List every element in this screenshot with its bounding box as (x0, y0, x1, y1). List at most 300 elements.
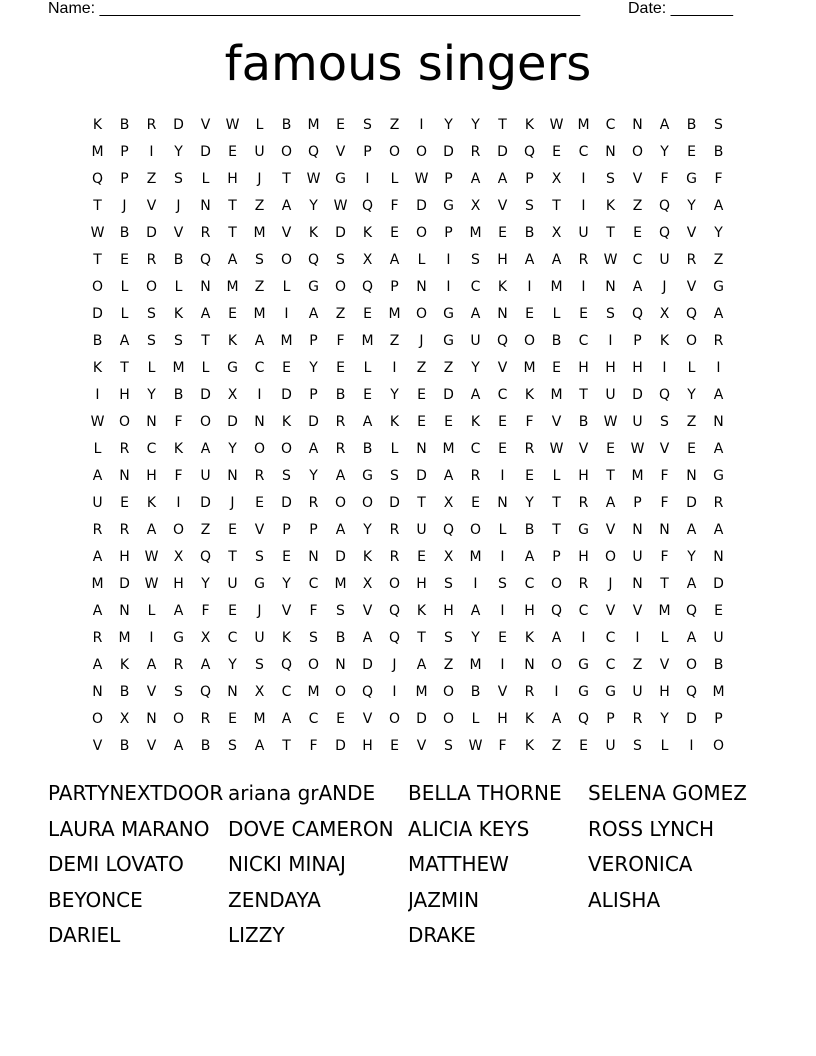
grid-letter: X (443, 548, 454, 565)
grid-letter: O (334, 494, 347, 511)
grid-letter: K (524, 710, 535, 727)
grid-letter: G (173, 629, 184, 646)
grid-letter: F (660, 170, 669, 187)
grid-letter: M (523, 359, 536, 376)
grid-letter: G (362, 467, 373, 484)
grid-letter: O (172, 521, 185, 538)
grid-letter: M (91, 143, 104, 160)
grid-letter: Y (363, 521, 372, 538)
grid-letter: B (281, 116, 292, 133)
grid-letter: L (201, 359, 210, 376)
grid-letter: A (335, 521, 346, 538)
grid-letter: A (92, 602, 103, 619)
grid-letter: S (309, 629, 318, 646)
grid-letter: T (228, 548, 237, 565)
grid-letter: Q (658, 224, 671, 241)
grid-letter: N (200, 197, 211, 214)
grid-letter: A (173, 602, 184, 619)
grid-letter: X (119, 710, 130, 727)
grid-letter: A (551, 251, 562, 268)
grid-letter: E (525, 305, 534, 322)
grid-letter: E (228, 602, 237, 619)
grid-letter: R (713, 332, 724, 349)
grid-letter: O (388, 575, 401, 592)
grid-letter: Y (687, 386, 696, 403)
grid-letter: O (442, 710, 455, 727)
grid-letter: E (552, 143, 561, 160)
grid-letter: N (686, 467, 697, 484)
grid-letter: R (92, 629, 103, 646)
grid-letter: I (500, 467, 505, 484)
grid-letter: Q (388, 602, 401, 619)
grid-letter: J (122, 197, 127, 214)
grid-letter: D (335, 548, 346, 565)
grid-letter: S (255, 251, 264, 268)
grid-letter: W (468, 737, 483, 754)
grid-letter: K (119, 656, 130, 673)
grid-letter: Z (443, 656, 454, 673)
grid-letter: O (280, 440, 293, 457)
grid-letter: Q (361, 683, 374, 700)
grid-letter: R (389, 548, 400, 565)
grid-letter: D (200, 143, 211, 160)
grid-letter: H (497, 710, 508, 727)
grid-letter: C (308, 710, 319, 727)
grid-letter: X (362, 575, 373, 592)
grid-letter: O (550, 575, 563, 592)
grid-letter: M (469, 224, 482, 241)
grid-letter: R (146, 116, 157, 133)
grid-letter: L (120, 278, 129, 295)
grid-letter: I (257, 386, 262, 403)
grid-letter: L (120, 305, 129, 322)
grid-letter: B (119, 737, 130, 754)
grid-letter: M (307, 683, 320, 700)
grid-letter: Q (658, 386, 671, 403)
grid-letter: I (527, 278, 532, 295)
grid-letter: F (336, 332, 345, 349)
grid-letter: W (144, 575, 159, 592)
grid-letter: B (470, 683, 481, 700)
grid-letter: Y (390, 386, 399, 403)
grid-letter: R (578, 494, 589, 511)
grid-letter: E (417, 413, 426, 430)
grid-letter: Z (713, 251, 724, 268)
grid-letter: D (227, 413, 238, 430)
grid-letter: L (147, 359, 156, 376)
grid-letter: K (389, 413, 400, 430)
grid-letter: N (605, 278, 616, 295)
grid-letter: I (500, 548, 505, 565)
grid-letter: O (145, 278, 158, 295)
grid-letter: V (146, 737, 157, 754)
grid-letter: S (255, 656, 264, 673)
grid-letter: K (659, 332, 670, 349)
grid-letter: A (362, 413, 373, 430)
grid-letter: P (309, 332, 318, 349)
grid-letter: Q (199, 251, 212, 268)
grid-letter: L (174, 278, 183, 295)
grid-letter: A (551, 710, 562, 727)
grid-letter: L (660, 737, 669, 754)
grid-letter: D (362, 656, 373, 673)
grid-letter: R (470, 467, 481, 484)
grid-letter: I (473, 575, 478, 592)
grid-letter: J (257, 170, 262, 187)
grid-letter: P (606, 710, 615, 727)
grid-letter: I (365, 170, 370, 187)
grid-letter: R (308, 494, 319, 511)
grid-letter: Q (550, 602, 563, 619)
grid-letter: Y (309, 359, 318, 376)
grid-letter: I (392, 683, 397, 700)
grid-letter: S (525, 197, 534, 214)
grid-letter: G (713, 278, 724, 295)
grid-letter: Q (577, 710, 590, 727)
grid-letter: O (307, 656, 320, 673)
grid-letter: K (605, 197, 616, 214)
grid-letter: K (92, 116, 103, 133)
grid-letter: R (578, 575, 589, 592)
grid-letter: N (416, 278, 427, 295)
grid-letter: W (549, 440, 564, 457)
grid-letter: A (389, 251, 400, 268)
grid-letter: V (659, 440, 670, 457)
grid-letter: V (335, 143, 346, 160)
grid-letter: C (308, 575, 319, 592)
grid-letter: N (92, 683, 103, 700)
grid-letter: D (92, 305, 103, 322)
word-list-item: VERONICA (588, 852, 693, 876)
grid-letter: V (659, 656, 670, 673)
grid-letter: K (308, 224, 319, 241)
grid-letter: E (120, 494, 129, 511)
grid-letter: U (605, 737, 616, 754)
grid-letter: U (200, 467, 211, 484)
grid-letter: D (119, 575, 130, 592)
grid-letter: L (687, 359, 696, 376)
grid-letter: I (284, 305, 289, 322)
grid-letter: E (390, 224, 399, 241)
grid-letter: S (444, 629, 453, 646)
grid-letter: A (686, 521, 697, 538)
grid-letter: T (282, 737, 291, 754)
grid-letter: T (228, 224, 237, 241)
grid-letter: P (444, 224, 453, 241)
grid-letter: E (228, 710, 237, 727)
grid-letter: N (227, 683, 238, 700)
grid-letter: T (579, 386, 588, 403)
grid-letter: J (392, 656, 397, 673)
grid-letter: A (254, 737, 265, 754)
grid-letter: A (92, 548, 103, 565)
grid-letter: M (172, 359, 185, 376)
grid-letter: P (282, 521, 291, 538)
grid-letter: P (633, 332, 642, 349)
grid-letter: V (686, 278, 697, 295)
grid-letter: N (632, 116, 643, 133)
grid-letter: B (119, 116, 130, 133)
grid-letter: N (227, 467, 238, 484)
grid-letter: O (604, 548, 617, 565)
grid-letter: K (524, 737, 535, 754)
grid-letter: A (524, 548, 535, 565)
word-list-item: DRAKE (408, 923, 476, 947)
grid-letter: Q (631, 305, 644, 322)
grid-letter: S (147, 332, 156, 349)
grid-letter: G (443, 332, 454, 349)
grid-letter: O (550, 656, 563, 673)
grid-letter: T (660, 575, 669, 592)
grid-letter: B (335, 386, 346, 403)
grid-letter: P (552, 548, 561, 565)
grid-letter: C (578, 602, 589, 619)
grid-letter: X (443, 494, 454, 511)
grid-letter: W (549, 116, 564, 133)
grid-letter: E (282, 548, 291, 565)
grid-letter: V (416, 737, 427, 754)
grid-letter: F (525, 413, 534, 430)
grid-letter: O (91, 710, 104, 727)
grid-letter: V (605, 602, 616, 619)
grid-letter: L (93, 440, 102, 457)
grid-letter: R (713, 494, 724, 511)
word-list-item: ALICIA KEYS (408, 816, 530, 841)
grid-letter: E (228, 305, 237, 322)
grid-letter: S (633, 737, 642, 754)
grid-letter: R (389, 521, 400, 538)
grid-letter: F (309, 737, 318, 754)
grid-letter: V (497, 359, 508, 376)
grid-letter: D (335, 224, 346, 241)
grid-letter: Y (687, 548, 696, 565)
grid-letter: C (470, 278, 481, 295)
grid-letter: P (714, 710, 723, 727)
grid-letter: C (605, 629, 616, 646)
grid-letter: C (632, 251, 643, 268)
grid-letter: A (470, 170, 481, 187)
grid-letter: I (635, 629, 640, 646)
grid-letter: T (552, 494, 561, 511)
grid-letter: Y (471, 629, 480, 646)
grid-letter: W (90, 224, 105, 241)
grid-letter: M (658, 602, 671, 619)
grid-letter: K (470, 413, 481, 430)
grid-letter: E (363, 305, 372, 322)
grid-letter: D (416, 197, 427, 214)
grid-letter: Q (496, 332, 509, 349)
grid-letter: H (659, 683, 670, 700)
grid-letter: A (92, 467, 103, 484)
grid-letter: D (389, 494, 400, 511)
grid-letter: Y (660, 143, 669, 160)
grid-letter: L (498, 521, 507, 538)
grid-letter: F (309, 602, 318, 619)
grid-letter: W (603, 251, 618, 268)
grid-letter: N (335, 656, 346, 673)
grid-letter: V (92, 737, 103, 754)
grid-letter: I (581, 197, 586, 214)
grid-letter: C (470, 440, 481, 457)
grid-letter: B (173, 386, 184, 403)
grid-letter: M (631, 467, 644, 484)
grid-letter: A (200, 440, 211, 457)
grid-letter: A (308, 440, 319, 457)
grid-letter: V (632, 602, 643, 619)
grid-letter: O (334, 683, 347, 700)
grid-letter: B (686, 116, 697, 133)
grid-letter: H (119, 548, 130, 565)
grid-letter: O (631, 143, 644, 160)
grid-letter: O (712, 737, 725, 754)
grid-letter: B (362, 440, 373, 457)
grid-letter: E (579, 737, 588, 754)
grid-letter: H (119, 386, 130, 403)
grid-letter: S (174, 332, 183, 349)
grid-letter: O (415, 224, 428, 241)
grid-letter: A (713, 440, 724, 457)
grid-letter: O (91, 278, 104, 295)
grid-letter: N (713, 413, 724, 430)
grid-letter: E (552, 359, 561, 376)
grid-letter: L (201, 170, 210, 187)
grid-letter: A (686, 575, 697, 592)
grid-letter: K (524, 386, 535, 403)
grid-letter: X (551, 224, 562, 241)
grid-letter: M (469, 656, 482, 673)
grid-letter: L (282, 278, 291, 295)
grid-letter: U (254, 629, 265, 646)
grid-letter: D (632, 386, 643, 403)
grid-letter: Y (309, 467, 318, 484)
grid-letter: R (335, 440, 346, 457)
grid-letter: T (606, 224, 615, 241)
grid-letter: Y (174, 143, 183, 160)
grid-letter: I (419, 116, 424, 133)
grid-letter: O (523, 332, 536, 349)
grid-letter: Z (200, 521, 211, 538)
grid-letter: Z (551, 737, 562, 754)
grid-letter: X (254, 683, 265, 700)
grid-letter: Z (146, 170, 157, 187)
grid-letter: I (581, 278, 586, 295)
grid-letter: A (146, 656, 157, 673)
grid-letter: A (335, 467, 346, 484)
grid-letter: H (497, 251, 508, 268)
grid-letter: I (446, 251, 451, 268)
grid-letter: U (713, 629, 724, 646)
grid-letter: M (91, 575, 104, 592)
grid-letter: F (174, 467, 183, 484)
grid-letter: E (471, 494, 480, 511)
grid-letter: D (200, 386, 211, 403)
grid-letter: Z (632, 197, 643, 214)
page-title: famous singers (224, 36, 592, 92)
grid-letter: B (92, 332, 103, 349)
grid-letter: M (334, 575, 347, 592)
grid-letter: P (120, 170, 129, 187)
grid-letter: J (257, 602, 262, 619)
grid-letter: N (659, 521, 670, 538)
grid-letter: Y (660, 710, 669, 727)
grid-letter: B (713, 143, 724, 160)
grid-letter: Q (685, 305, 698, 322)
grid-letter: Y (147, 386, 156, 403)
grid-letter: S (228, 737, 237, 754)
grid-letter: B (578, 413, 589, 430)
grid-letter: E (606, 440, 615, 457)
grid-letter: T (282, 170, 291, 187)
grid-letter: C (605, 656, 616, 673)
grid-letter: S (444, 575, 453, 592)
word-list-item: ALISHA (588, 887, 661, 912)
grid-letter: D (308, 413, 319, 430)
grid-letter: R (173, 656, 184, 673)
grid-letter: N (146, 413, 157, 430)
grid-letter: P (633, 494, 642, 511)
word-list-item: LAURA MARANO (48, 816, 210, 841)
grid-letter: L (390, 440, 399, 457)
grid-letter: G (443, 197, 454, 214)
grid-letter: T (606, 467, 615, 484)
grid-letter: Y (471, 359, 480, 376)
grid-letter: F (714, 170, 723, 187)
grid-letter: S (336, 251, 345, 268)
grid-letter: A (713, 386, 724, 403)
grid-letter: N (146, 710, 157, 727)
grid-letter: O (118, 413, 131, 430)
grid-letter: O (388, 710, 401, 727)
grid-letter: R (119, 521, 130, 538)
grid-letter: O (253, 440, 266, 457)
grid-letter: A (362, 629, 373, 646)
word-list-item: DARIEL (48, 923, 121, 947)
grid-letter: C (497, 386, 508, 403)
grid-letter: I (446, 278, 451, 295)
grid-letter: S (282, 467, 291, 484)
grid-letter: V (146, 197, 157, 214)
grid-letter: V (281, 224, 292, 241)
word-list-item: ZENDAYA (228, 887, 321, 912)
grid-letter: M (550, 386, 563, 403)
grid-letter: G (335, 170, 346, 187)
grid-letter: G (578, 656, 589, 673)
grid-letter: M (361, 332, 374, 349)
grid-letter: V (362, 602, 373, 619)
grid-letter: R (200, 710, 211, 727)
grid-letter: Y (687, 197, 696, 214)
grid-letter: B (119, 224, 130, 241)
grid-letter: R (524, 683, 535, 700)
grid-letter: M (253, 305, 266, 322)
grid-letter: T (498, 116, 507, 133)
grid-letter: M (253, 710, 266, 727)
grid-letter: P (120, 143, 129, 160)
grid-letter: N (119, 602, 130, 619)
grid-letter: L (255, 116, 264, 133)
grid-letter: E (498, 413, 507, 430)
grid-letter: N (632, 575, 643, 592)
grid-letter: U (578, 224, 589, 241)
grid-letter: E (120, 251, 129, 268)
grid-letter: A (227, 251, 238, 268)
grid-letter: H (578, 359, 589, 376)
grid-letter: E (525, 467, 534, 484)
grid-letter: L (471, 710, 480, 727)
grid-letter: S (660, 413, 669, 430)
grid-letter: S (390, 467, 399, 484)
grid-letter: O (172, 710, 185, 727)
